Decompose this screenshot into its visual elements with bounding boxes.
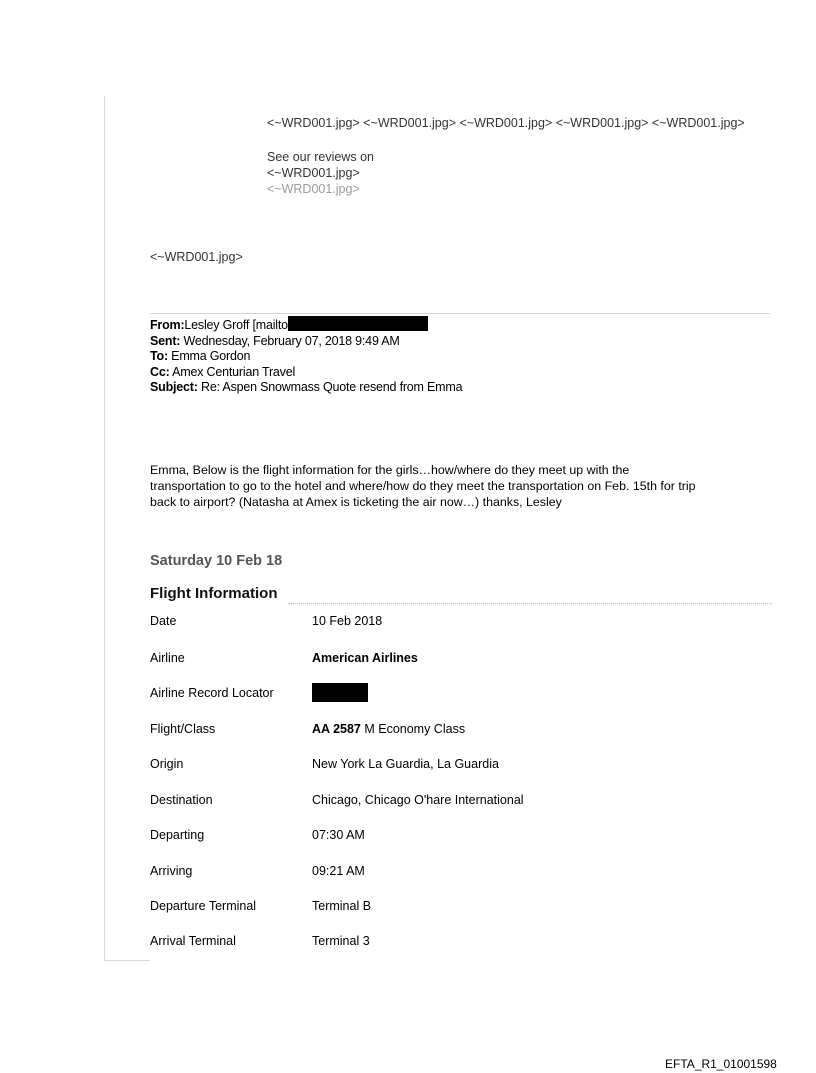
email-header bbox=[150, 316, 462, 396]
row-label-record-locator: Airline Record Locator bbox=[150, 686, 274, 700]
flight-class: M Economy Class bbox=[360, 722, 466, 736]
reviews-image-link-2[interactable]: <~WRD001.jpg> bbox=[267, 182, 360, 196]
email-body bbox=[150, 462, 780, 510]
from-label: From: bbox=[150, 318, 185, 332]
image-placeholders: <~WRD001.jpg> <~WRD001.jpg> <~WRD001.jpg> <~WRD001.jpg> <~WRD001.jpg> bbox=[267, 116, 745, 130]
row-value-departure-terminal: Terminal B bbox=[312, 899, 372, 913]
signature-image-placeholder: <~WRD001.jpg> bbox=[150, 250, 243, 264]
section-rule bbox=[288, 603, 772, 604]
row-value-date: 10 Feb 2018 bbox=[312, 614, 383, 628]
header-separator bbox=[150, 313, 770, 314]
row-label-flight-class: Flight/Class bbox=[150, 722, 216, 736]
reviews-label: See our reviews on bbox=[267, 150, 375, 164]
from-line bbox=[150, 316, 462, 334]
to-label: To: bbox=[150, 349, 168, 363]
row-value-destination: Chicago, Chicago O'hare International bbox=[312, 793, 524, 807]
row-value-departing: 07:30 AM bbox=[312, 828, 365, 842]
body-line: back to airport? (Natasha at Amex is ticketing the air now…) thanks, Lesley bbox=[150, 495, 562, 509]
body-line: transportation to go to the hotel and where/how do they meet the transportation on Feb. 15th for trip bbox=[150, 479, 696, 493]
row-label-departure-terminal: Departure Terminal bbox=[150, 899, 257, 913]
row-label-arrival-terminal: Arrival Terminal bbox=[150, 934, 236, 948]
record-locator-redaction bbox=[312, 683, 368, 702]
row-label-date: Date bbox=[150, 614, 177, 628]
cc-line bbox=[150, 365, 462, 381]
row-label-departing: Departing bbox=[150, 828, 205, 842]
row-value-arrival-terminal: Terminal 3 bbox=[312, 934, 370, 948]
subject-value: Re: Aspen Snowmass Quote resend from Emma bbox=[197, 380, 463, 394]
row-label-destination: Destination bbox=[150, 793, 213, 807]
reviews-image-link[interactable]: <~WRD001.jpg> bbox=[267, 166, 360, 180]
from-value: Lesley Groff [mailto bbox=[184, 318, 288, 332]
row-label-arriving: Arriving bbox=[150, 864, 193, 878]
subject-line bbox=[150, 380, 462, 396]
redaction-bar bbox=[288, 316, 428, 331]
section-title: Flight Information bbox=[150, 585, 278, 602]
sent-value: Wednesday, February 07, 2018 9:49 AM bbox=[180, 333, 400, 348]
document-id: EFTA_R1_01001598 bbox=[665, 1057, 777, 1071]
to-line bbox=[150, 349, 462, 365]
quote-border-bottom bbox=[104, 960, 150, 961]
row-value-arriving: 09:21 AM bbox=[312, 864, 365, 878]
to-value: Emma Gordon bbox=[167, 349, 251, 363]
flight-number: AA 2587 bbox=[312, 722, 361, 736]
row-value-airline: American Airlines bbox=[312, 651, 418, 665]
row-label-origin: Origin bbox=[150, 757, 184, 771]
row-value-origin: New York La Guardia, La Guardia bbox=[312, 757, 499, 771]
subject-label: Subject: bbox=[150, 380, 198, 394]
row-value-flight-class bbox=[312, 722, 465, 736]
body-line: Emma, Below is the flight information for the girls…how/where do they meet up with the bbox=[150, 463, 630, 477]
day-heading: Saturday 10 Feb 18 bbox=[150, 553, 283, 569]
sent-line bbox=[150, 334, 462, 350]
row-label-airline: Airline bbox=[150, 651, 185, 665]
sent-label: Sent: bbox=[150, 333, 181, 348]
reviews-block bbox=[267, 149, 374, 197]
cc-value: Amex Centurian Travel bbox=[169, 364, 296, 379]
cc-label: Cc: bbox=[150, 364, 170, 379]
quote-border-left bbox=[104, 96, 105, 960]
